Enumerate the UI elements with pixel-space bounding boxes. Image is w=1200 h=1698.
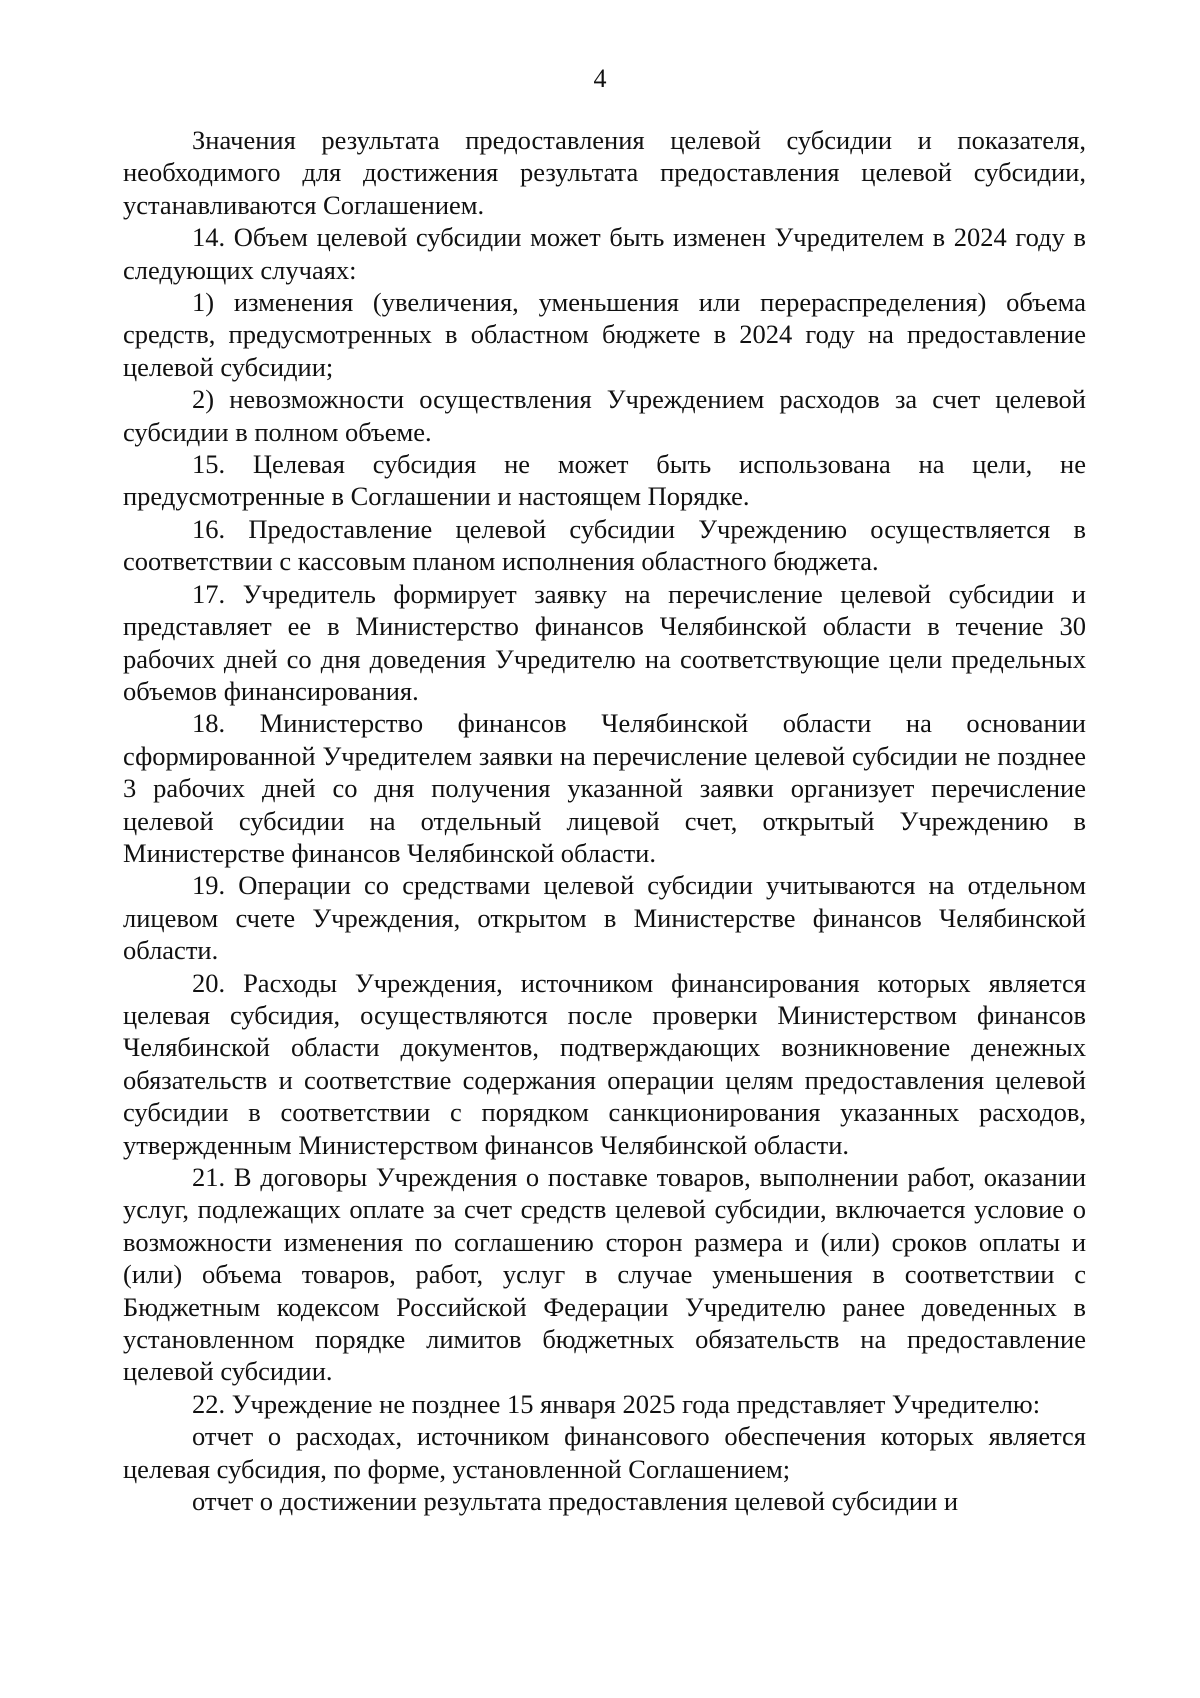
paragraph-22: 22. Учреждение не позднее 15 января 2025 года представляет Учредителю: [192, 1388, 1041, 1419]
paragraph-19: 19. Операции со средствами целевой субсидии учитываются на отдельном лицевом счете Учреждения, открытом в Министерстве финансов Челябинской области. [123, 870, 1086, 966]
paragraph-17: 17. Учредитель формирует заявку на перечисление целевой субсидии и представляет ее в Министерство финансов Челябинской области в течение 30 рабочих дней со дня доведения Учредителю на соответствующие цели предельных объемов финансирования. [123, 578, 1086, 706]
paragraph-21: 21. В договоры Учреждения о поставке товаров, выполнении работ, оказании услуг, подлежащих оплате за счет средств целевой субсидии, включается условие о возможности изменения по соглашению сторон размера и (или) сроков оплаты и (или) объема товаров, работ, услуг в случае уменьшения в соответствии с Бюджетным кодексом Российской Федерации Учредителю ранее доведенных в установленном порядке лимитов бюджетных обязательств на предоставление целевой субсидии. [123, 1162, 1086, 1387]
page-number: 4 [593, 64, 607, 93]
paragraph-14-item-2: 2) невозможности осуществления Учреждением расходов за счет целевой субсидии в полном объеме. [123, 384, 1086, 447]
paragraph-15: 15. Целевая субсидия не может быть использована на цели, не предусмотренные в Соглашении и настоящем Порядке. [123, 449, 1086, 512]
paragraph-18: 18. Министерство финансов Челябинской области на основании сформированной Учредителем заявки на перечисление целевой субсидии не позднее 3 рабочих дней со дня получения указанной заявки организует перечисление целевой субсидии на отдельный лицевой счет, открытый Учреждению в Министерстве финансов Челябинской области. [123, 708, 1086, 868]
paragraph-results-values: Значения результата предоставления целевой субсидии и показателя, необходимого для достижения результата предоставления целевой субсидии, устанавливаются Соглашением. [123, 125, 1086, 220]
paragraph-14: 14. Объем целевой субсидии может быть изменен Учредителем в 2024 году в следующих случаях: [123, 222, 1086, 285]
document-body [123, 124, 1086, 1517]
paragraph-22-expense-report: отчет о расходах, источником финансового обеспечения которых является целевая субсидия, по форме, установленной Соглашением; [123, 1421, 1086, 1484]
paragraph-16: 16. Предоставление целевой субсидии Учреждению осуществляется в соответствии с кассовым планом исполнения областного бюджета. [123, 513, 1086, 577]
paragraph-14-item-1: 1) изменения (увеличения, уменьшения или перераспределения) объема средств, предусмотренных в областном бюджете в 2024 году на предоставление целевой субсидии; [123, 287, 1086, 382]
paragraph-20: 20. Расходы Учреждения, источником финансирования которых является целевая субсидия, осуществляются после проверки Министерством финансов Челябинской области документов, подтверждающих возникновение денежных обязательств и соответствие содержания операции целям предоставления целевой субсидии в соответствии с порядком санкционирования указанных расходов, утвержденным Министерством финансов Челябинской области. [123, 967, 1086, 1160]
paragraph-22-results-report: отчет о достижении результата предоставления целевой субсидии и [192, 1486, 959, 1517]
